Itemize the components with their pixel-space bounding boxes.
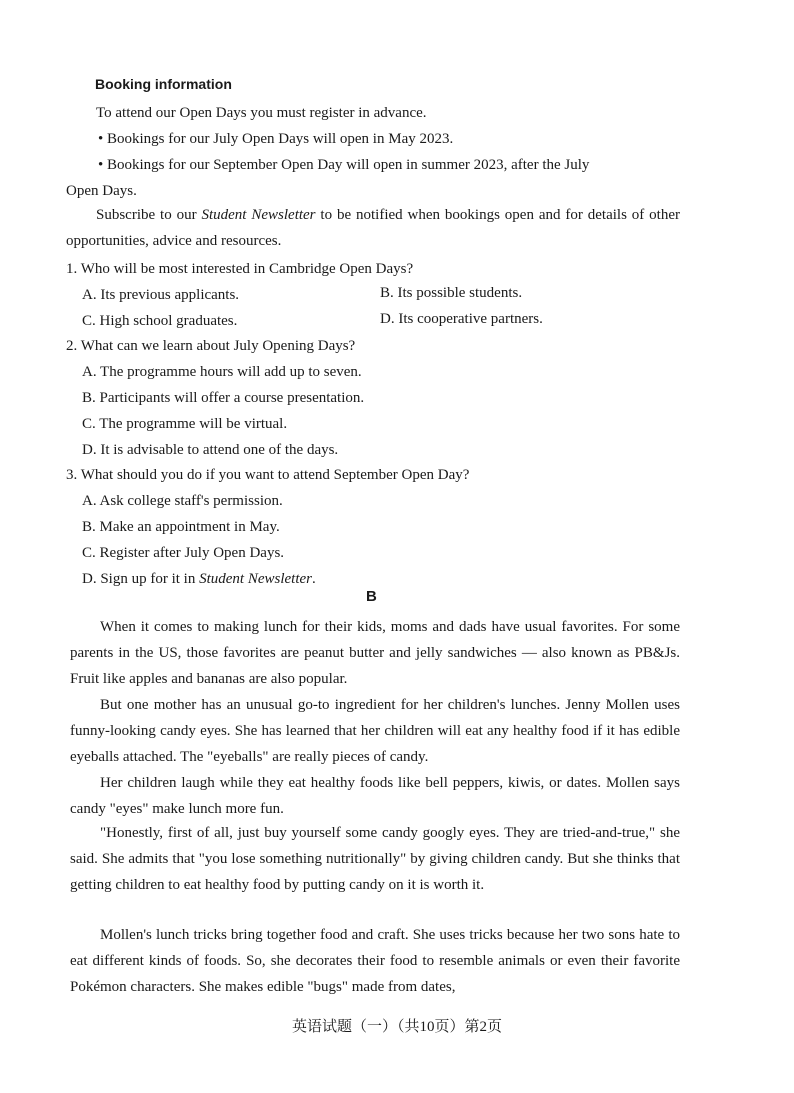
- booking-intro: To attend our Open Days you must register in advance.: [96, 105, 427, 121]
- question-3: 3. What should you do if you want to attend September Open Day?: [66, 467, 470, 483]
- booking-bullet-1: • Bookings for our July Open Days will open in May 2023.: [98, 131, 454, 147]
- q3-option-d-newsletter: Student Newsletter: [199, 571, 312, 587]
- section-b-label: B: [366, 588, 377, 605]
- subscribe-pre: Subscribe to our: [96, 207, 202, 223]
- newsletter-title: Student Newsletter: [201, 207, 316, 223]
- question-1: 1. Who will be most interested in Cambridge Open Days?: [66, 261, 414, 277]
- q2-option-c: C. The programme will be virtual.: [82, 416, 288, 432]
- q3-option-c: C. Register after July Open Days.: [82, 545, 285, 561]
- passage-b-paragraph-4: "Honestly, first of all, just buy yourself some candy googly eyes. They are tried-and-true," she said. She admits that "you lose something nutritionally" by giving children candy. But she thinks that getting children to eat healthy food by putting candy on it is worth it.: [70, 825, 680, 893]
- q3-option-d-end: .: [312, 571, 316, 587]
- passage-b-paragraph-1: When it comes to making lunch for their kids, moms and dads have usual favorites. For some parents in the US, those favorites are peanut butter and jelly sandwiches — also known as PB&Js. Fruit like apples and bananas are also popular.: [70, 619, 680, 687]
- subscribe-post: to be notified when bookings open and for details of other opportunities, advice and resources.: [66, 207, 680, 249]
- q1-option-c: C. High school graduates.: [82, 313, 238, 329]
- booking-heading: Booking information: [95, 76, 232, 92]
- q1-option-b: B. Its possible students.: [380, 285, 523, 301]
- passage-b-paragraph-3: Her children laugh while they eat healthy foods like bell peppers, kiwis, or dates. Mollen says candy "eyes" make lunch more fun.: [70, 775, 680, 817]
- q3-option-a: A. Ask college staff's permission.: [82, 493, 283, 509]
- q2-option-a: A. The programme hours will add up to seven.: [82, 364, 362, 380]
- passage-b-paragraph-5: Mollen's lunch tricks bring together food and craft. She uses tricks because her two sons hate to eat different kinds of foods. So, she decorates their food to resemble animals or even their favorite Pokémon characters. She makes edible "bugs" made from dates,: [70, 927, 680, 995]
- q2-option-d: D. It is advisable to attend one of the days.: [82, 442, 339, 458]
- q3-option-b: B. Make an appointment in May.: [82, 519, 280, 535]
- passage-b-paragraph-2: But one mother has an unusual go-to ingredient for her children's lunches. Jenny Mollen uses funny-looking candy eyes. She has learned that her children will eat any healthy food if it has edible eyeballs attached. The "eyeballs" are really pieces of candy.: [70, 697, 680, 765]
- q1-option-a: A. Its previous applicants.: [82, 287, 240, 303]
- q1-option-d: D. Its cooperative partners.: [380, 311, 543, 327]
- q3-option-d-text: D. Sign up for it in: [82, 571, 200, 587]
- subscribe-paragraph: [66, 202, 680, 254]
- booking-bullet-2: • Bookings for our September Open Day will open in summer 2023, after the July: [98, 157, 590, 173]
- booking-bullet-2-cont: Open Days.: [66, 183, 137, 199]
- q2-option-b: B. Participants will offer a course presentation.: [82, 390, 365, 406]
- q3-option-d: [82, 566, 316, 592]
- page-footer: 英语试题（一）（共10页）第2页: [291, 1019, 502, 1035]
- question-2: 2. What can we learn about July Opening Days?: [66, 338, 356, 354]
